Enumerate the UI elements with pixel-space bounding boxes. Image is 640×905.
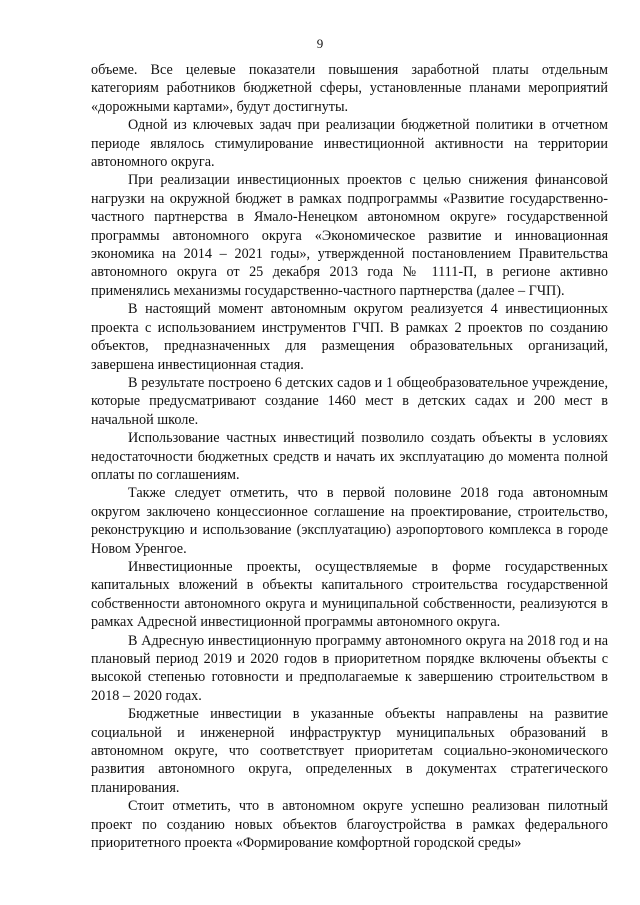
paragraph-budget-investments: Бюджетные инвестиции в указанные объекты направлены на развитие социальной и инженерной инфраструктур муниципальных образований в автономном округе, что соответствует приоритетам социально-экономического развития автономного округа, определенных в документах стратегического планирования. <box>91 706 608 796</box>
paragraph-ppp-mechanisms: При реализации инвестиционных проектов с целью снижения финансовой нагрузки на окружной бюджет в рамках подпрограммы «Развитие государственно-частного партнерства в Ямало-Ненецком автономном округе» государственной программы автономного округа «Экономическое развитие и инновационная экономика на 2014 – 2021 годы», утвержденной постановлением Правительства автономного округа от 25 декабря 2013 года № 1111-П, в регионе активно применялись механизмы государственно-частного партнерства (далее – ГЧП). <box>91 172 608 299</box>
page-number: 9 <box>316 36 324 51</box>
paragraph-address-program: В Адресную инвестиционную программу автономного округа на 2018 год и на плановый период 2019 и 2020 годов в приоритетном порядке включены объекты с высокой степенью готовности и предполагаемые к завершению строительством в 2018 – 2020 годах. <box>91 632 608 704</box>
paragraph-private-investment: Использование частных инвестиций позволило создать объекты в условиях недостаточности бюджетных средств и начать их эксплуатацию до момента полной оплаты по соглашениям. <box>91 430 608 483</box>
paragraph-concession-agreement: Также следует отметить, что в первой половине 2018 года автономным округом заключено концессионное соглашение на проектирование, строительство, реконструкцию и использование (эксплуатацию) аэропортового комплекса в городе Новом Уренгое. <box>91 485 608 557</box>
paragraph-investment-activity: Одной из ключевых задач при реализации бюджетной политики в отчетном периоде являлось стимулирование инвестиционной активности на территории автономного округа. <box>91 117 608 171</box>
paragraph-ppp-projects: В настоящий момент автономным округом реализуется 4 инвестиционных проекта с использованием инструментов ГЧП. В рамках 2 проектов по созданию объектов, предназначенных для размещения образовательных организаций, завершена инвестиционная стадия. <box>91 301 608 373</box>
paragraph-continued: объеме. Все целевые показатели повышения заработной платы отдельным категориям работников бюджетной сферы, установленные планами мероприятий «дорожными картами», будут достигнуты. <box>91 62 608 115</box>
paragraph-pilot-project: Стоит отметить, что в автономном округе успешно реализован пилотный проект по созданию новых объектов благоустройства в рамках федерального приоритетного проекта «Формирование комфортной городской среды» <box>91 798 608 852</box>
paragraph-kindergartens: В результате построено 6 детских садов и 1 общеобразовательное учреждение, которые предусматривают создание 1460 мест в детских садах и 200 мест в начальной школе. <box>91 374 608 428</box>
paragraph-capital-investments: Инвестиционные проекты, осуществляемые в форме государственных капитальных вложений в объекты капитального строительства государственной собственности автономного округа и муниципальной собственности, реализуются в рамках Адресной инвестиционной программы автономного округа. <box>91 558 608 631</box>
document-body <box>91 61 608 852</box>
